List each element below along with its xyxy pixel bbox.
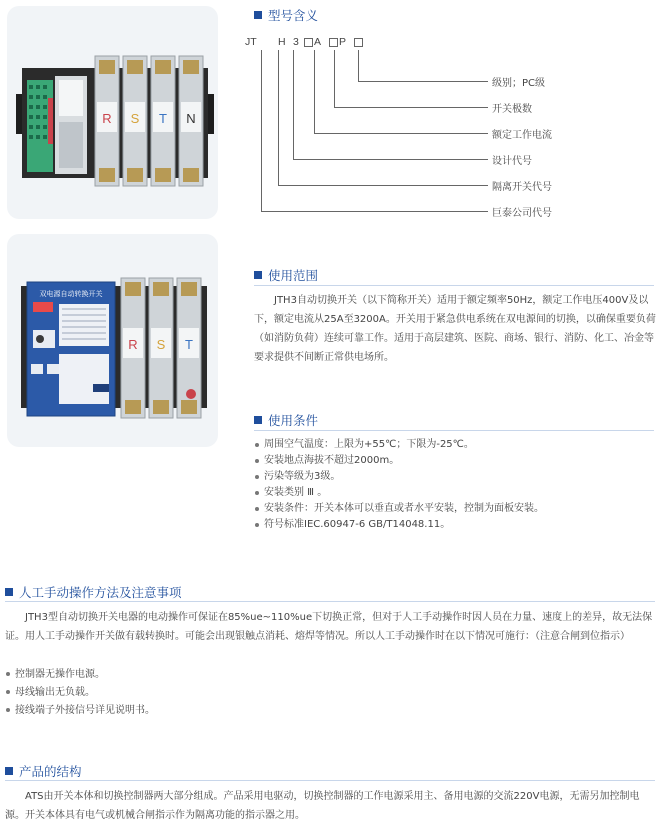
model-code-box — [354, 38, 363, 47]
section-conditions-heading — [254, 411, 318, 429]
section-marker-icon — [5, 767, 13, 775]
list-item: 污染等级为3级。 — [254, 469, 654, 485]
section-title: 人工手动操作方法及注意事项 — [19, 585, 182, 600]
panel-title: 双电源自动转换开关 — [39, 290, 103, 298]
manual-list — [5, 666, 655, 720]
list-item: 周围空气温度：上限为+55℃；下限为-25℃。 — [254, 437, 654, 453]
list-item: 母线输出无负载。 — [5, 684, 655, 702]
model-code-part: JT — [245, 36, 257, 48]
model-code-diagram — [245, 30, 585, 225]
section-marker-icon — [254, 416, 262, 424]
list-item: 安装条件：开关本体可以垂直或者水平安装，控制为面板安装。 — [254, 501, 654, 517]
switch-illustration — [7, 6, 218, 219]
phase-letter: R — [102, 111, 112, 126]
controller-illustration — [7, 234, 218, 447]
model-code-label: 设计代号 — [492, 156, 532, 167]
section-marker-icon — [5, 588, 13, 596]
phase-letter: S — [156, 337, 166, 352]
manual-paragraph: JTH3型自动切换开关电器的电动操作可保证在85%ue~110%ue下切换正常，但对于人工手动操作时因人员在力量、速度上的差异，故无法保证。用人工手动操作开关做有载转换时。可能会出现银触点消耗、熔焊等情况。所以人工手动操作时在以下情况可施行：（注意合闸到位指示） — [5, 612, 653, 642]
product-photo-controller — [7, 234, 218, 447]
phase-letter: T — [185, 337, 193, 352]
model-code-part: 3 — [293, 36, 299, 48]
model-code-label: 隔离开关代号 — [492, 182, 552, 193]
model-code-label: 巨泰公司代号 — [492, 208, 552, 219]
phase-letter: N — [186, 111, 196, 126]
conditions-list — [254, 437, 654, 533]
phase-letter: R — [128, 337, 138, 352]
section-divider — [5, 601, 655, 602]
model-code-part: P — [339, 36, 347, 48]
model-code-box — [304, 38, 313, 47]
list-item: 控制器无操作电源。 — [5, 666, 655, 684]
section-model-heading — [254, 6, 318, 24]
phase-letter: S — [130, 111, 140, 126]
section-divider — [5, 780, 655, 781]
model-code-label: 额定工作电流 — [492, 130, 552, 141]
scope-paragraph: JTH3自动切换开关（以下简称开关）适用于额定频率50Hz，额定工作电压400V及以下，额定电流从25A至3200A。开关用于紧急供电系统在双电源间的切换，以确保重要负荷（如消防负荷）连续可靠工作。适用于高层建筑、医院、商场、银行、消防、化工、冶金等要求提供不间断正常供电场所。 — [254, 295, 656, 363]
section-title: 型号含义 — [268, 8, 319, 23]
model-code-label: 开关极数 — [492, 104, 532, 115]
list-item: 符号标准IEC.60947-6 GB/T14048.11。 — [254, 517, 654, 533]
section-structure-heading — [5, 762, 82, 780]
section-title: 产品的结构 — [19, 764, 82, 779]
section-scope-heading — [254, 266, 318, 284]
model-code-part: A — [314, 36, 322, 48]
section-manual-heading — [5, 583, 182, 601]
phase-letter: T — [159, 111, 167, 126]
product-photo-switch — [7, 6, 218, 219]
section-divider — [254, 285, 654, 286]
section-marker-icon — [254, 11, 262, 19]
model-code-label: 级别；PC级 — [492, 78, 546, 89]
list-item: 安装类别 Ⅲ 。 — [254, 485, 654, 501]
section-divider — [254, 430, 654, 431]
section-title: 使用范围 — [268, 268, 319, 283]
section-marker-icon — [254, 271, 262, 279]
list-item: 安装地点海拔不超过2000m。 — [254, 453, 654, 469]
section-title: 使用条件 — [268, 413, 319, 428]
model-code-part: H — [278, 36, 286, 48]
model-code-box — [329, 38, 338, 47]
structure-paragraph: ATS由开关本体和切换控制器两大部分组成。产品采用电驱动，切换控制器的工作电源采用主、备用电源的交流220V电源，无需另加控制电源。开关本体具有电气或机械合闸指示作为隔离功能的指示器之用。 — [5, 791, 640, 821]
list-item: 接线端子外接信号详见说明书。 — [5, 702, 655, 720]
